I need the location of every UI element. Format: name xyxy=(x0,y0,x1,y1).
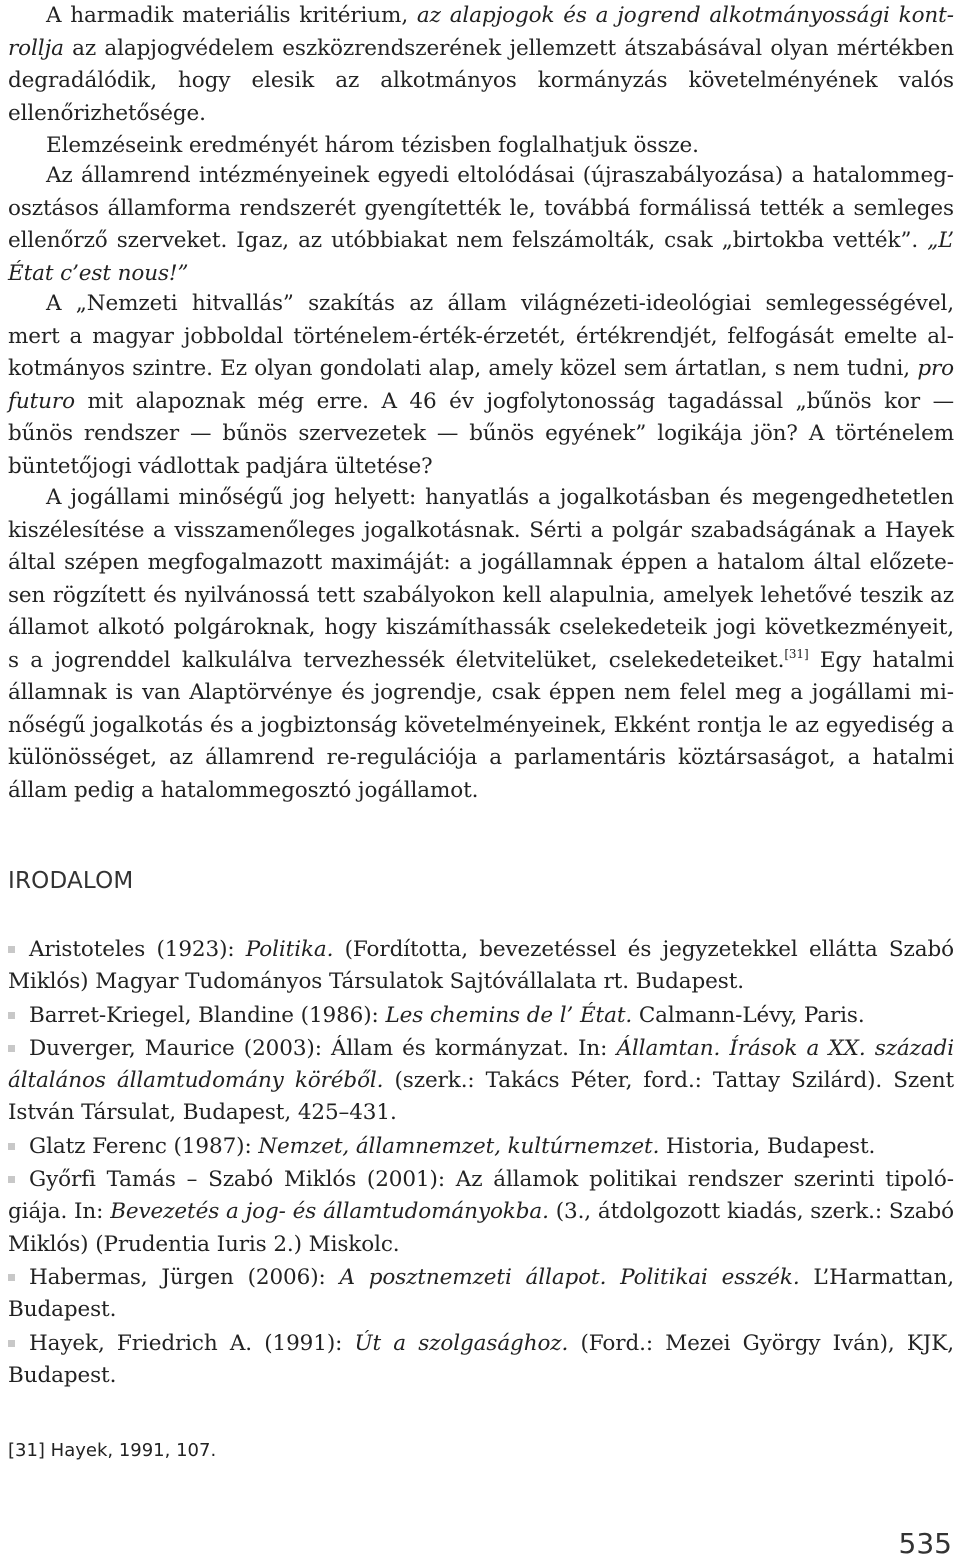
paragraph-4: A „Nemzeti hitvallás” szakítás az állam világnézeti-ideológiai semlegességével, mert a magyar jobboldal történelem-érték-érzetét, értékrendjét, felfogását emelte alkotmányos szintre. Ez olyan gondolati alap, amely közel sem ártatlan, s nem tudni, pro futuro mit alapoznak még erre. A 46 év jogfolytonosság tagadással „bűnös kor — bűnös rendszer — bűnös szervezetek — bűnös egyének” logikája jön? A történelem büntetőjogi vádlottak padjára ültetése? xyxy=(8,291,954,479)
square-bullet-icon xyxy=(8,1045,15,1052)
reference-item: Glatz Ferenc (1987): Nemzet, államnemzet, kultúrnemzet. Historia, Budapest. xyxy=(8,1131,954,1163)
square-bullet-icon xyxy=(8,1274,15,1281)
paragraph-5: A jogállami minőségű jog helyett: hanyatlás a jogalkotásban és megengedhetetlen kiszélesítése a visszamenőleges jogalkotásnak. Sérti a polgár szabadságának a Hayek által szépen megfogalmazott maximáját: a jogállamnak éppen a hatalom által előzetesen rögzített és nyilvánossá tett szabályokon kell alapulnia, amelyek lehetővé teszik az államot alkotó polgároknak, hogy kiszámíthassák cselekedeteik jogi következményeit, s a jogrenddel kalkulálva tervezhessék életvitelüket, cselekedeteiket.[31] Egy hatalmi államnak is van Alaptörvénye és jogrendje, csak éppen nem felel meg a jogállami minőségű jogalkotás és a jogbiztonság követelményeinek, Ekként rontja le az egyediség a különösséget, az államrend re-regulációja a parlamentáris köztársaságot, a hatalmi állam pedig a hatalommegosztó jogállamot. xyxy=(8,485,954,803)
reference-item: Habermas, Jürgen (2006): A posztnemzeti állapot. Politikai esszék. L’Harmattan, Budapest. xyxy=(8,1264,954,1323)
paragraph-1: A harmadik materiális kritérium, az alapjogok és a jogrend alkotmányossági kontrollja az alapjogvédelem eszközrendszerének jellemzett átszabásával olyan mértékben degradálódik, hogy elesik az alkotmányos kormányzás követelményének valós ellenőrizhetősége. xyxy=(8,3,954,126)
reference-item: Barret-Kriegel, Blandine (1986): Les chemins de l’ État. Calmann-Lévy, Paris. xyxy=(8,1000,954,1032)
reference-item: Duverger, Maurice (2003): Állam és kormányzat. In: Államtan. Írások a XX. századi általános államtudomány köréből. (szerk.: Takács Péter, ford.: Tattay Szilárd). Szent István Társulat, Budapest, 425–431. xyxy=(8,1035,954,1126)
square-bullet-icon xyxy=(8,1143,15,1150)
square-bullet-icon xyxy=(8,1176,15,1183)
reference-item: Győrfi Tamás – Szabó Miklós (2001): Az államok politikai rendszer szerinti tipológiája. In: Bevezetés a jog- és államtudományokba. (3., átdolgozott kiadás, szerk.: Szabó Miklós) (Prudentia Iuris 2.) Miskolc. xyxy=(8,1167,954,1257)
reference-item: Aristoteles (1923): Politika. (Fordította, bevezetéssel és jegyzetekkel ellátta Szabó Miklós) Magyar Tudományos Társulatok Sajtóvállalata rt. Budapest. xyxy=(8,937,954,995)
section-heading: IRODALOM xyxy=(8,868,134,894)
square-bullet-icon xyxy=(8,1012,15,1019)
paragraph-2: Elemzéseink eredményét három tézisben foglalhatjuk össze. xyxy=(46,133,699,158)
square-bullet-icon xyxy=(8,946,15,953)
paragraph-3: Az államrend intézményeinek egyedi eltolódásai (újraszabályozása) a hatalommegosztásos államforma rendszerét gyengítették le, továbbá formálissá tették a semleges ellenőrző szerveket. Igaz, az utóbbiakat nem felszámolták, csak „birtokba vették”. „L’ État c’est nous!” xyxy=(8,163,954,286)
square-bullet-icon xyxy=(8,1340,15,1347)
page-number: 535 xyxy=(898,1527,952,1560)
reference-list xyxy=(8,934,954,1393)
reference-item: Hayek, Friedrich A. (1991): Út a szolgasághoz. (Ford.: Mezei György Iván), KJK, Budapest. xyxy=(8,1330,954,1388)
footnote: [31] Hayek, 1991, 107. xyxy=(8,1440,217,1461)
footnote-reference: [31] xyxy=(784,646,809,661)
